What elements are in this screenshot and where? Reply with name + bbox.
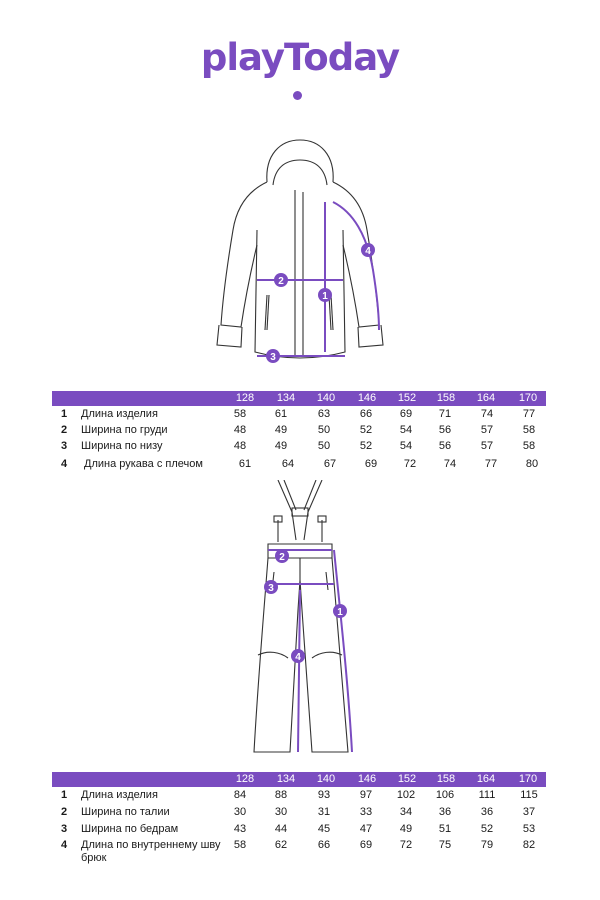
row-value: 66	[359, 408, 373, 420]
row-value: 61	[238, 458, 252, 470]
row-value: 102	[396, 789, 416, 801]
row-value: 53	[522, 823, 536, 835]
pants-size-164: 164	[476, 773, 496, 785]
row-value: 64	[281, 458, 295, 470]
row-value: 54	[399, 440, 413, 452]
row-number: 1	[61, 408, 68, 420]
pants-size-table	[52, 772, 546, 864]
row-value: 106	[435, 789, 455, 801]
row-value: 37	[522, 806, 536, 818]
jacket-size-164: 164	[476, 392, 496, 404]
row-value: 33	[359, 806, 373, 818]
row-value: 61	[274, 408, 288, 420]
row-value: 48	[233, 424, 247, 436]
row-label: Длина рукава с плечом	[84, 458, 203, 470]
pants-size-146: 146	[357, 773, 377, 785]
jacket-size-170: 170	[518, 392, 538, 404]
pants-size-134: 134	[276, 773, 296, 785]
row-value: 88	[274, 789, 288, 801]
row-value: 52	[359, 440, 373, 452]
row-value: 52	[480, 823, 494, 835]
row-number: 3	[61, 440, 68, 452]
jacket-size-140: 140	[316, 392, 336, 404]
row-label: Длина по внутреннему шву брюк	[81, 839, 221, 864]
row-label: Длина изделия	[81, 408, 158, 420]
pants-table-header	[52, 772, 546, 787]
row-value: 47	[359, 823, 373, 835]
row-value: 30	[274, 806, 288, 818]
row-number: 4	[61, 839, 68, 851]
jacket-size-146: 146	[357, 392, 377, 404]
jacket-size-128: 128	[235, 392, 255, 404]
row-value: 48	[233, 440, 247, 452]
row-value: 54	[399, 424, 413, 436]
row-value: 56	[438, 440, 452, 452]
pants-illustration	[240, 480, 370, 762]
row-label: Ширина по бедрам	[81, 823, 179, 835]
row-value: 97	[359, 789, 373, 801]
pants-marker-2: 2	[279, 552, 285, 563]
row-number: 3	[61, 823, 68, 835]
pants-size-158: 158	[436, 773, 456, 785]
pants-marker-4: 4	[295, 652, 301, 663]
row-label: Ширина по талии	[81, 806, 170, 818]
row-value: 49	[274, 424, 288, 436]
row-label: Ширина по груди	[81, 424, 168, 436]
row-value: 52	[359, 424, 373, 436]
row-value: 49	[399, 823, 413, 835]
row-value: 36	[438, 806, 452, 818]
pants-size-128: 128	[235, 773, 255, 785]
row-value: 67	[323, 458, 337, 470]
row-value: 57	[480, 424, 494, 436]
pants-size-140: 140	[316, 773, 336, 785]
row-value: 50	[317, 440, 331, 452]
row-value: 79	[480, 839, 494, 851]
row-value: 51	[438, 823, 452, 835]
row-value: 31	[317, 806, 331, 818]
row-value: 69	[364, 458, 378, 470]
row-value: 84	[233, 789, 247, 801]
pants-size-170: 170	[518, 773, 538, 785]
brand-logo	[0, 36, 600, 79]
row-value: 45	[317, 823, 331, 835]
row-value: 62	[274, 839, 288, 851]
row-value: 72	[399, 839, 413, 851]
row-value: 58	[522, 424, 536, 436]
row-value: 50	[317, 424, 331, 436]
row-value: 58	[233, 839, 247, 851]
row-value: 115	[520, 789, 538, 801]
jacket-marker-2: 2	[278, 276, 284, 287]
row-value: 74	[443, 458, 457, 470]
row-value: 30	[233, 806, 247, 818]
jacket-size-158: 158	[436, 392, 456, 404]
row-value: 74	[480, 408, 494, 420]
row-value: 36	[480, 806, 494, 818]
pants-size-152: 152	[397, 773, 417, 785]
row-value: 77	[522, 408, 536, 420]
row-value: 63	[317, 408, 331, 420]
jacket-size-152: 152	[397, 392, 417, 404]
row-number: 4	[61, 458, 68, 470]
row-value: 44	[274, 823, 288, 835]
row-value: 69	[359, 839, 373, 851]
jacket-table-header	[52, 391, 546, 406]
jacket-marker-1: 1	[322, 291, 328, 302]
pants-marker-3: 3	[268, 583, 274, 594]
row-value: 57	[480, 440, 494, 452]
row-value: 56	[438, 424, 452, 436]
row-value: 93	[317, 789, 331, 801]
row-value: 69	[399, 408, 413, 420]
jacket-marker-4: 4	[365, 246, 371, 257]
jacket-marker-3: 3	[270, 352, 276, 363]
row-value: 77	[484, 458, 498, 470]
row-number: 1	[61, 789, 68, 801]
brand-logo-dot	[293, 91, 302, 100]
row-label: Длина изделия	[81, 789, 158, 801]
row-value: 34	[399, 806, 413, 818]
row-number: 2	[61, 424, 68, 436]
row-value: 49	[274, 440, 288, 452]
pants-marker-1: 1	[337, 607, 343, 618]
row-label: Ширина по низу	[81, 440, 163, 452]
row-value: 58	[522, 440, 536, 452]
row-number: 2	[61, 806, 68, 818]
row-value: 43	[233, 823, 247, 835]
brand-logo-text: playToday	[200, 36, 400, 79]
row-value: 71	[438, 408, 452, 420]
row-value: 80	[525, 458, 539, 470]
jacket-size-134: 134	[276, 392, 296, 404]
jacket-illustration	[195, 130, 405, 370]
row-value: 72	[403, 458, 417, 470]
row-value: 82	[522, 839, 536, 851]
row-value: 66	[317, 839, 331, 851]
row-value: 111	[478, 789, 496, 801]
jacket-size-table	[52, 391, 546, 470]
row-value: 58	[233, 408, 247, 420]
row-value: 75	[438, 839, 452, 851]
